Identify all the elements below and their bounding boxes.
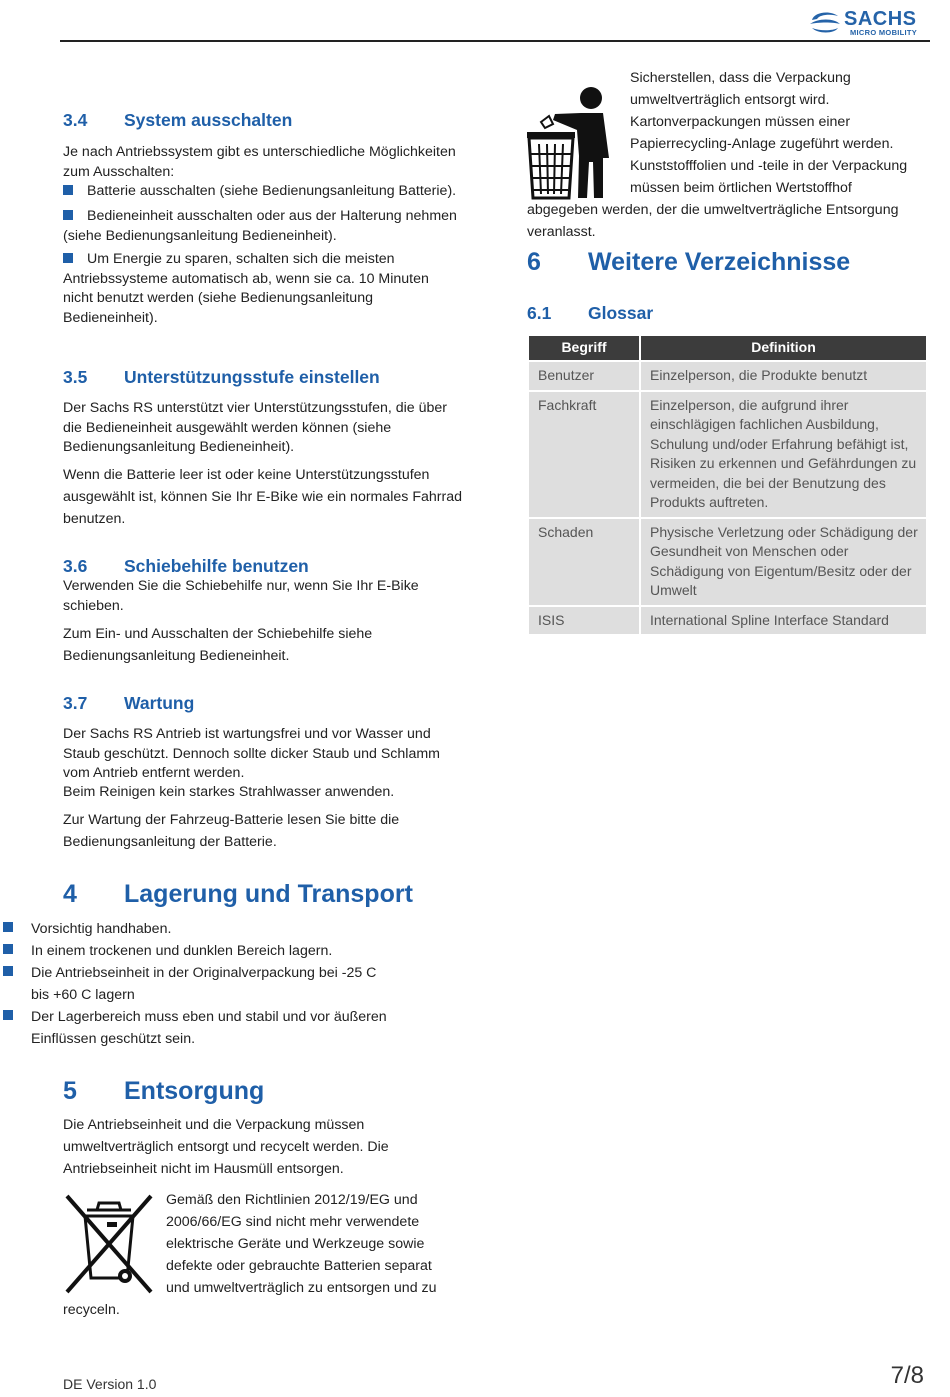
table-row	[529, 607, 926, 635]
glossary-term: Benutzer	[529, 362, 639, 390]
section-3-4-bullet: Batterie ausschalten (siehe Bedienungsanleitung Batterie).	[63, 182, 473, 202]
header-rule	[60, 40, 930, 42]
glossary-definition: Einzelperson, die aufgrund ihrer einschlägigen fachlichen Ausbildung, Schulung und/oder Erfahrung befähigt ist, Risiken zu erkennen und Gefährdungen zu vermeiden, die bei der Benutzung des Produkts auftreten.	[641, 392, 926, 517]
section-4-bullet: Der Lagerbereich muss eben und stabil und vor äußeren Einflüssen geschützt sein.	[0, 1006, 401, 1050]
glossary-definition: Einzelperson, die Produkte benutzt	[641, 362, 926, 390]
page-number: 7/8	[890, 1362, 924, 1389]
glossary-definition: Physische Verletzung oder Schädigung der Gesundheit von Menschen oder Schädigung von Eigentum/Besitz oder der Umwelt	[641, 519, 926, 605]
sachs-logo-icon	[808, 10, 842, 36]
brand-subtitle: MICRO MOBILITY	[850, 28, 918, 37]
table-row	[529, 392, 926, 517]
section-5-directive-text: Gemäß den Richtlinien 2012/19/EG und 2006/66/EG sind nicht mehr verwendete elektrische Geräte und Werkzeuge sowie defekte oder gebrauchte Batterien separat und umweltverträglich zu entsorgen und zu recyceln.	[63, 1192, 437, 1318]
section-3-6-paragraph: Zum Ein- und Ausschalten der Schiebehilfe siehe Bedienungsanleitung Bedieneinheit.	[63, 626, 373, 664]
section-3-7-paragraph: Zur Wartung der Fahrzeug-Batterie lesen Sie bitte die Bedienungsanleitung der Batterie.	[63, 812, 400, 850]
table-header-row	[529, 336, 926, 360]
glossary-table	[527, 334, 928, 636]
section-5-paragraph: Die Antriebseinheit und die Verpackung müssen umweltverträglich entsorgt und recycelt werden. Die Antriebseinheit nicht im Hausmüll entsorgen.	[63, 1117, 389, 1177]
section-5-packaging-text: Sicherstellen, dass die Verpackung umweltverträglich entsorgt wird. Kartonverpackungen müssen einer Papierrecycling-Anlage zugeführt werden. Kunststofffolien und -teile in der Verpackung müssen beim örtlichen Wertstoffhof abgegeben werden, der die umweltverträgliche Entsorgung veranlasst.	[527, 70, 908, 240]
document-version: DE Version 1.0	[63, 1376, 157, 1392]
column-header-definition: Definition	[641, 336, 926, 360]
brand-name: SACHS	[844, 8, 917, 30]
glossary-term: ISIS	[529, 607, 639, 635]
section-3-7-paragraph: Der Sachs RS Antrieb ist wartungsfrei und vor Wasser und Staub geschützt. Dennoch sollte dicker Staub und Schlamm vom Antrieb entfernt werden.	[63, 726, 440, 781]
glossary-definition: International Spline Interface Standard	[641, 607, 926, 635]
section-3-6-paragraph: Verwenden Sie die Schiebehilfe nur, wenn Sie Ihr E-Bike schieben.	[63, 578, 419, 614]
section-4-bullet: Vorsichtig handhaben.	[0, 918, 401, 940]
section-3-4-intro: Je nach Antriebssystem gibt es unterschiedliche Möglichkeiten zum Ausschalten:	[63, 144, 456, 180]
section-3-4-bullet: Bedieneinheit ausschalten oder aus der Halterung nehmen (siehe Bedienungsanleitung Bedieneinheit).	[63, 208, 457, 244]
section-3-5-paragraph: Der Sachs RS unterstützt vier Unterstützungsstufen, die über die Bedieneinheit ausgewählt werden können (siehe Bedienungsanleitung Bedieneinheit).	[63, 400, 448, 455]
section-3-7-paragraph: Beim Reinigen kein starkes Strahlwasser anwenden.	[63, 784, 395, 800]
sachs-logo	[808, 8, 932, 38]
table-row	[529, 362, 926, 390]
table-row	[529, 519, 926, 605]
glossary-term: Schaden	[529, 519, 639, 605]
section-4-bullet: Die Antriebseinheit in der Originalverpackung bei -25 C bis +60 C lagern	[0, 962, 391, 1006]
glossary-term: Fachkraft	[529, 392, 639, 517]
section-3-4-bullet: Um Energie zu sparen, schalten sich die meisten Antriebssysteme automatisch ab, wenn sie ca. 10 Minuten nicht benutzt werden (siehe Bedienungsanleitung Bedieneinheit).	[63, 251, 429, 326]
section-3-5-paragraph: Wenn die Batterie leer ist oder keine Unterstützungsstufen ausgewählt ist, können Sie Ihr E-Bike wie ein normales Fahrrad benutzen.	[63, 467, 463, 527]
section-4-bullet: In einem trockenen und dunklen Bereich lagern.	[0, 940, 401, 962]
column-header-term: Begriff	[529, 336, 639, 360]
